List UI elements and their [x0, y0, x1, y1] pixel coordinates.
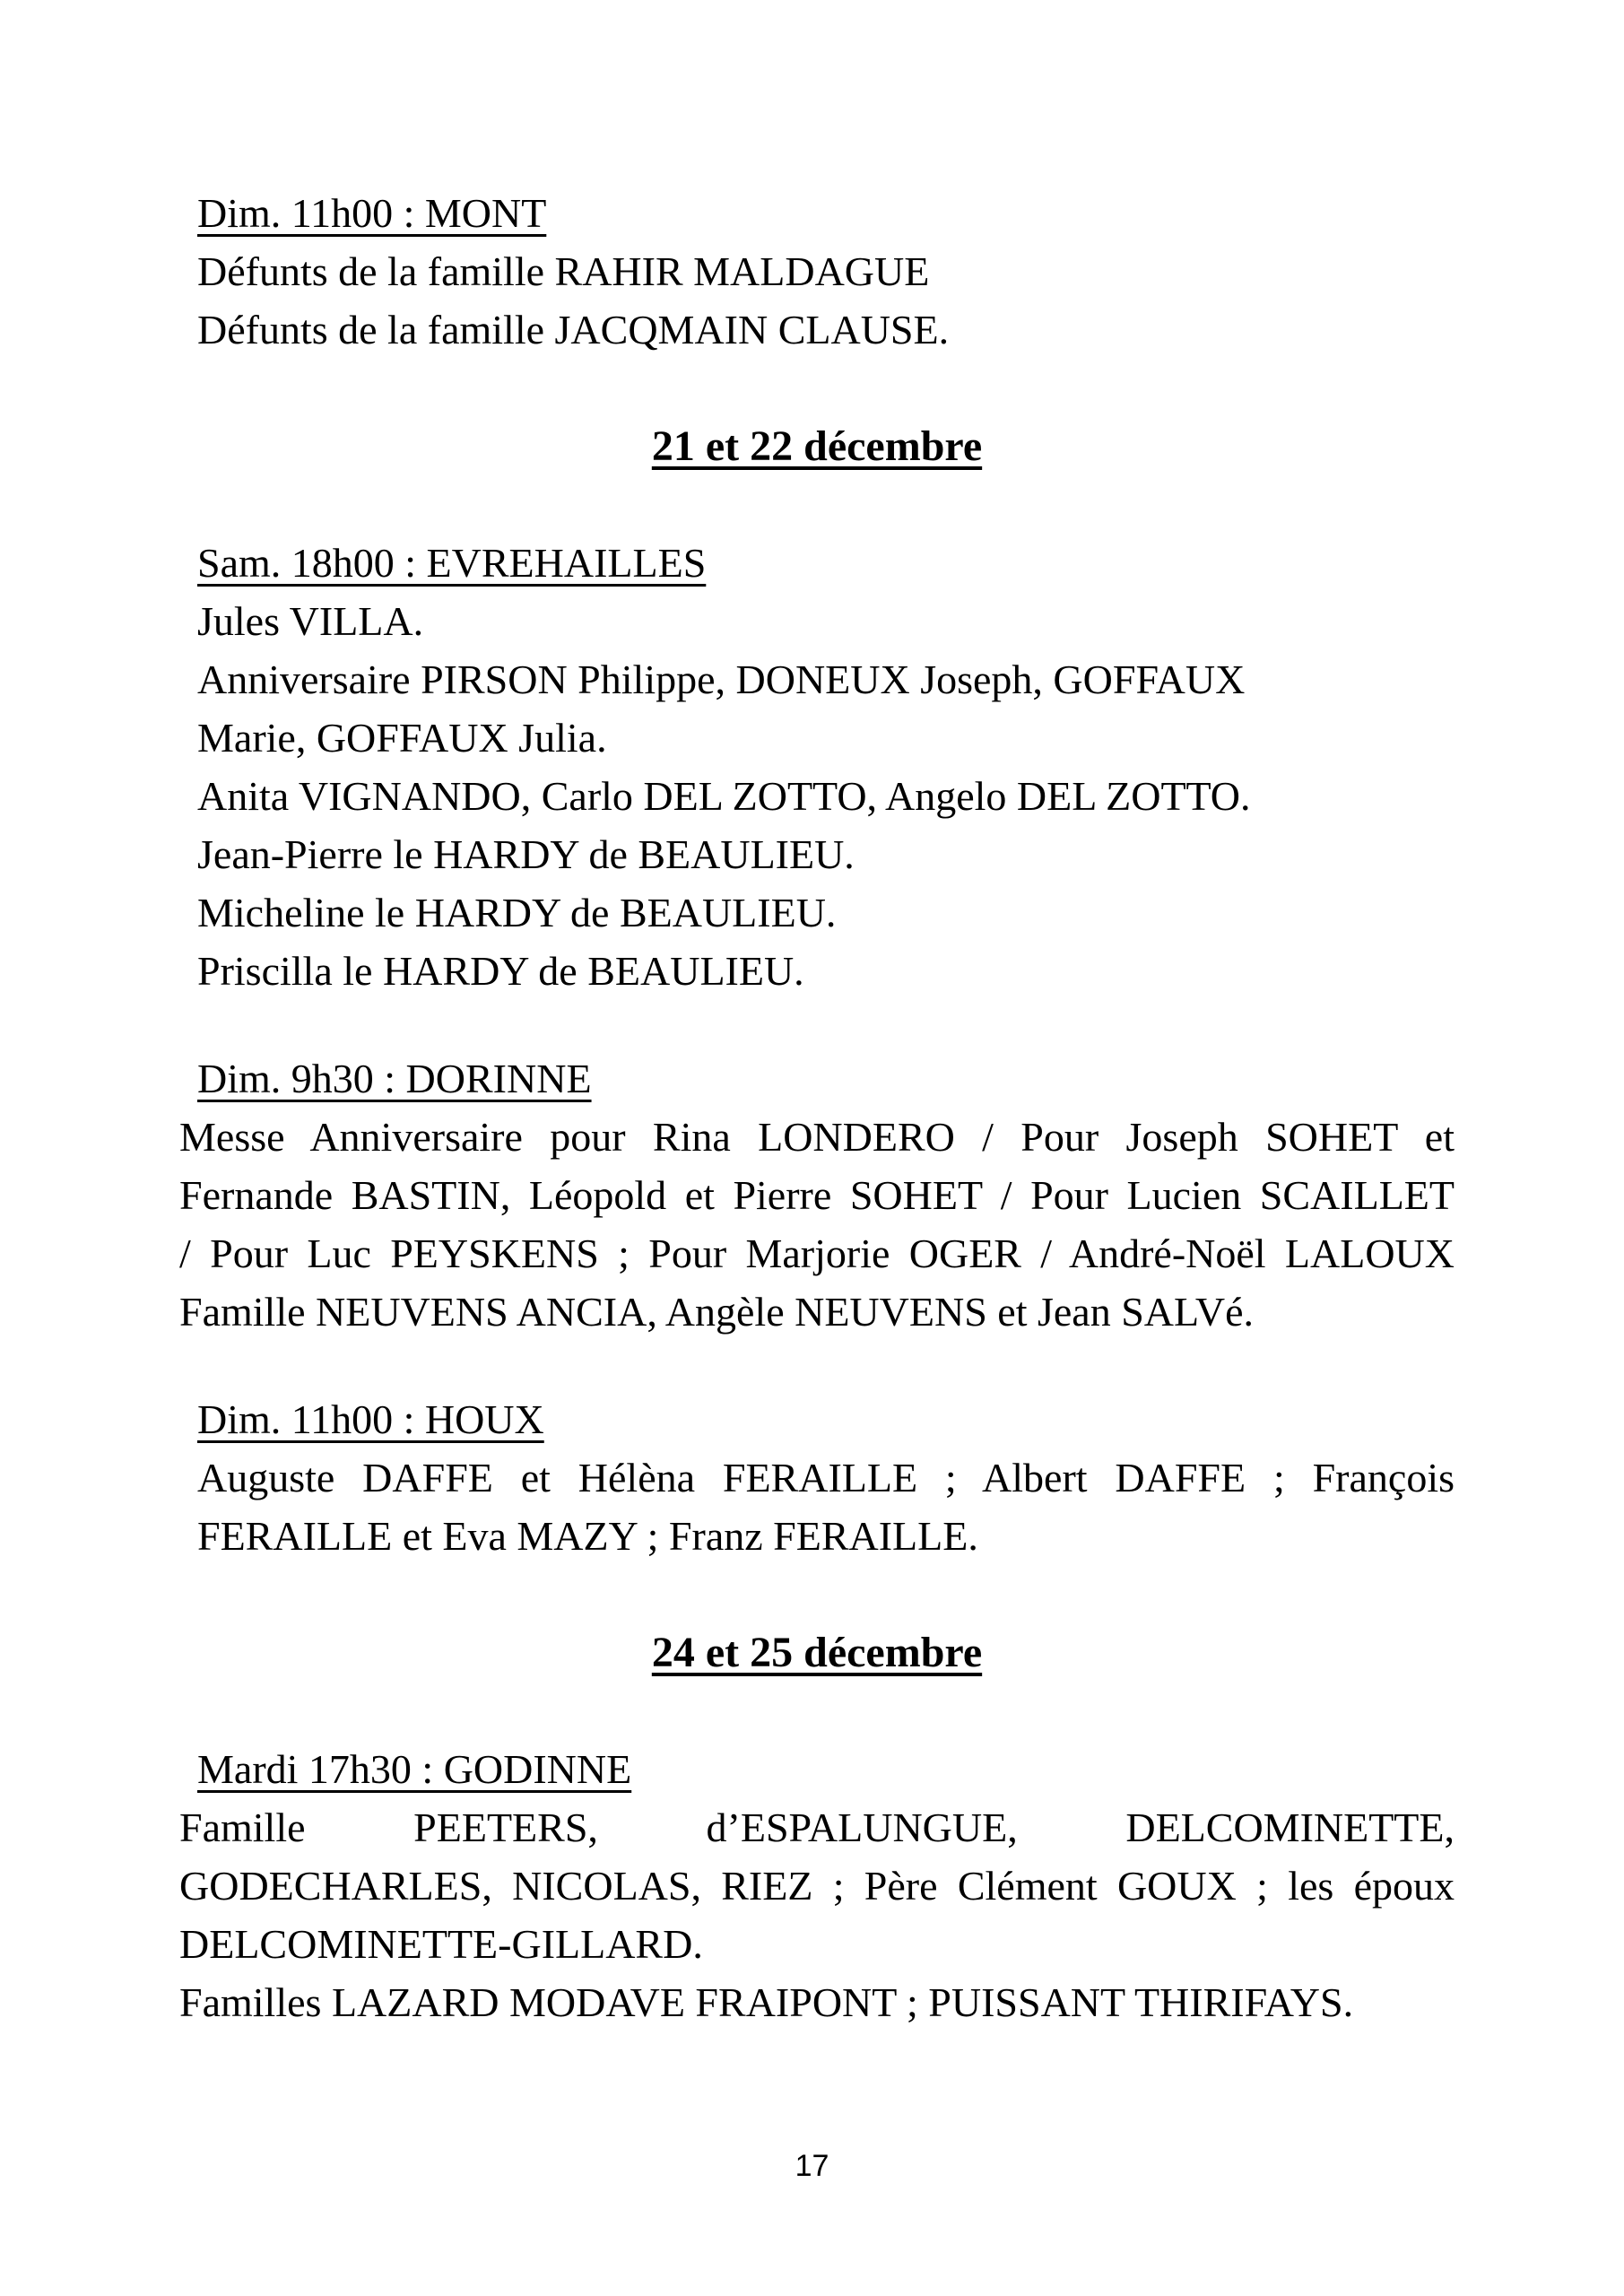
mass-section-mont [179, 184, 1455, 359]
intention-line: FERAILLE et Eva MAZY ; Franz FERAILLE. [197, 1513, 978, 1559]
mass-heading-text: Dim. 11h00 : MONT [197, 190, 547, 236]
intention-line: Anita VIGNANDO, Carlo DEL ZOTTO, Angelo DEL ZOTTO. [197, 773, 1251, 819]
mass-heading [179, 1049, 1455, 1108]
intention-line: Famille PEETERS, d’ESPALUNGUE, DELCOMINETTE, [179, 1805, 1455, 1850]
intention-line: Famille NEUVENS ANCIA, Angèle NEUVENS et Jean SALVé. [179, 1289, 1255, 1335]
intention-line: Défunts de la famille RAHIR MALDAGUE [197, 248, 930, 294]
page-content [179, 184, 1455, 2031]
intention-line: Anniversaire PIRSON Philippe, DONEUX Joseph, GOFFAUX [197, 657, 1246, 702]
intention-line: / Pour Luc PEYSKENS ; Pour Marjorie OGER / André-Noël LALOUX [179, 1231, 1455, 1276]
intention-line: Priscilla le HARDY de BEAULIEU. [197, 948, 804, 994]
mass-heading [179, 184, 1455, 242]
date-header-text: 24 et 25 décembre [651, 1629, 983, 1676]
intention-line: Micheline le HARDY de BEAULIEU. [197, 890, 837, 935]
mass-section-houx [179, 1390, 1455, 1565]
mass-section-godinne [179, 1740, 1455, 2031]
mass-heading-text: Dim. 11h00 : HOUX [197, 1396, 544, 1442]
intention-line: Défunts de la famille JACQMAIN CLAUSE. [197, 307, 950, 352]
intention-line: Jules VILLA. [197, 598, 424, 644]
intention-line: GODECHARLES, NICOLAS, RIEZ ; Père Clément GOUX ; les époux [179, 1863, 1455, 1909]
mass-section-dorinne [179, 1049, 1455, 1341]
mass-section-evrehailles [179, 534, 1455, 1000]
intention-line: Messe Anniversaire pour Rina LONDERO / Pour Joseph SOHET et [179, 1114, 1455, 1160]
intention-line: Marie, GOFFAUX Julia. [197, 715, 607, 761]
mass-heading-text: Mardi 17h30 : GODINNE [197, 1746, 632, 1792]
date-header [179, 413, 1455, 480]
intention-line: Auguste DAFFE et Hélèna FERAILLE ; Albert DAFFE ; François [197, 1455, 1455, 1500]
date-header-text: 21 et 22 décembre [651, 422, 983, 470]
intention-line: Familles LAZARD MODAVE FRAIPONT ; PUISSANT THIRIFAYS. [179, 1979, 1354, 2025]
mass-heading [179, 1390, 1455, 1448]
intention-line: DELCOMINETTE-GILLARD. [179, 1921, 703, 1967]
mass-heading-text: Sam. 18h00 : EVREHAILLES [197, 540, 707, 586]
intention-line: Fernande BASTIN, Léopold et Pierre SOHET / Pour Lucien SCAILLET [179, 1172, 1455, 1218]
mass-heading [179, 534, 1455, 592]
page-number: 17 [795, 2149, 829, 2183]
mass-heading [179, 1740, 1455, 1798]
date-header [179, 1619, 1455, 1686]
mass-heading-text: Dim. 9h30 : DORINNE [197, 1056, 592, 1101]
intention-line: Jean-Pierre le HARDY de BEAULIEU. [197, 831, 855, 877]
